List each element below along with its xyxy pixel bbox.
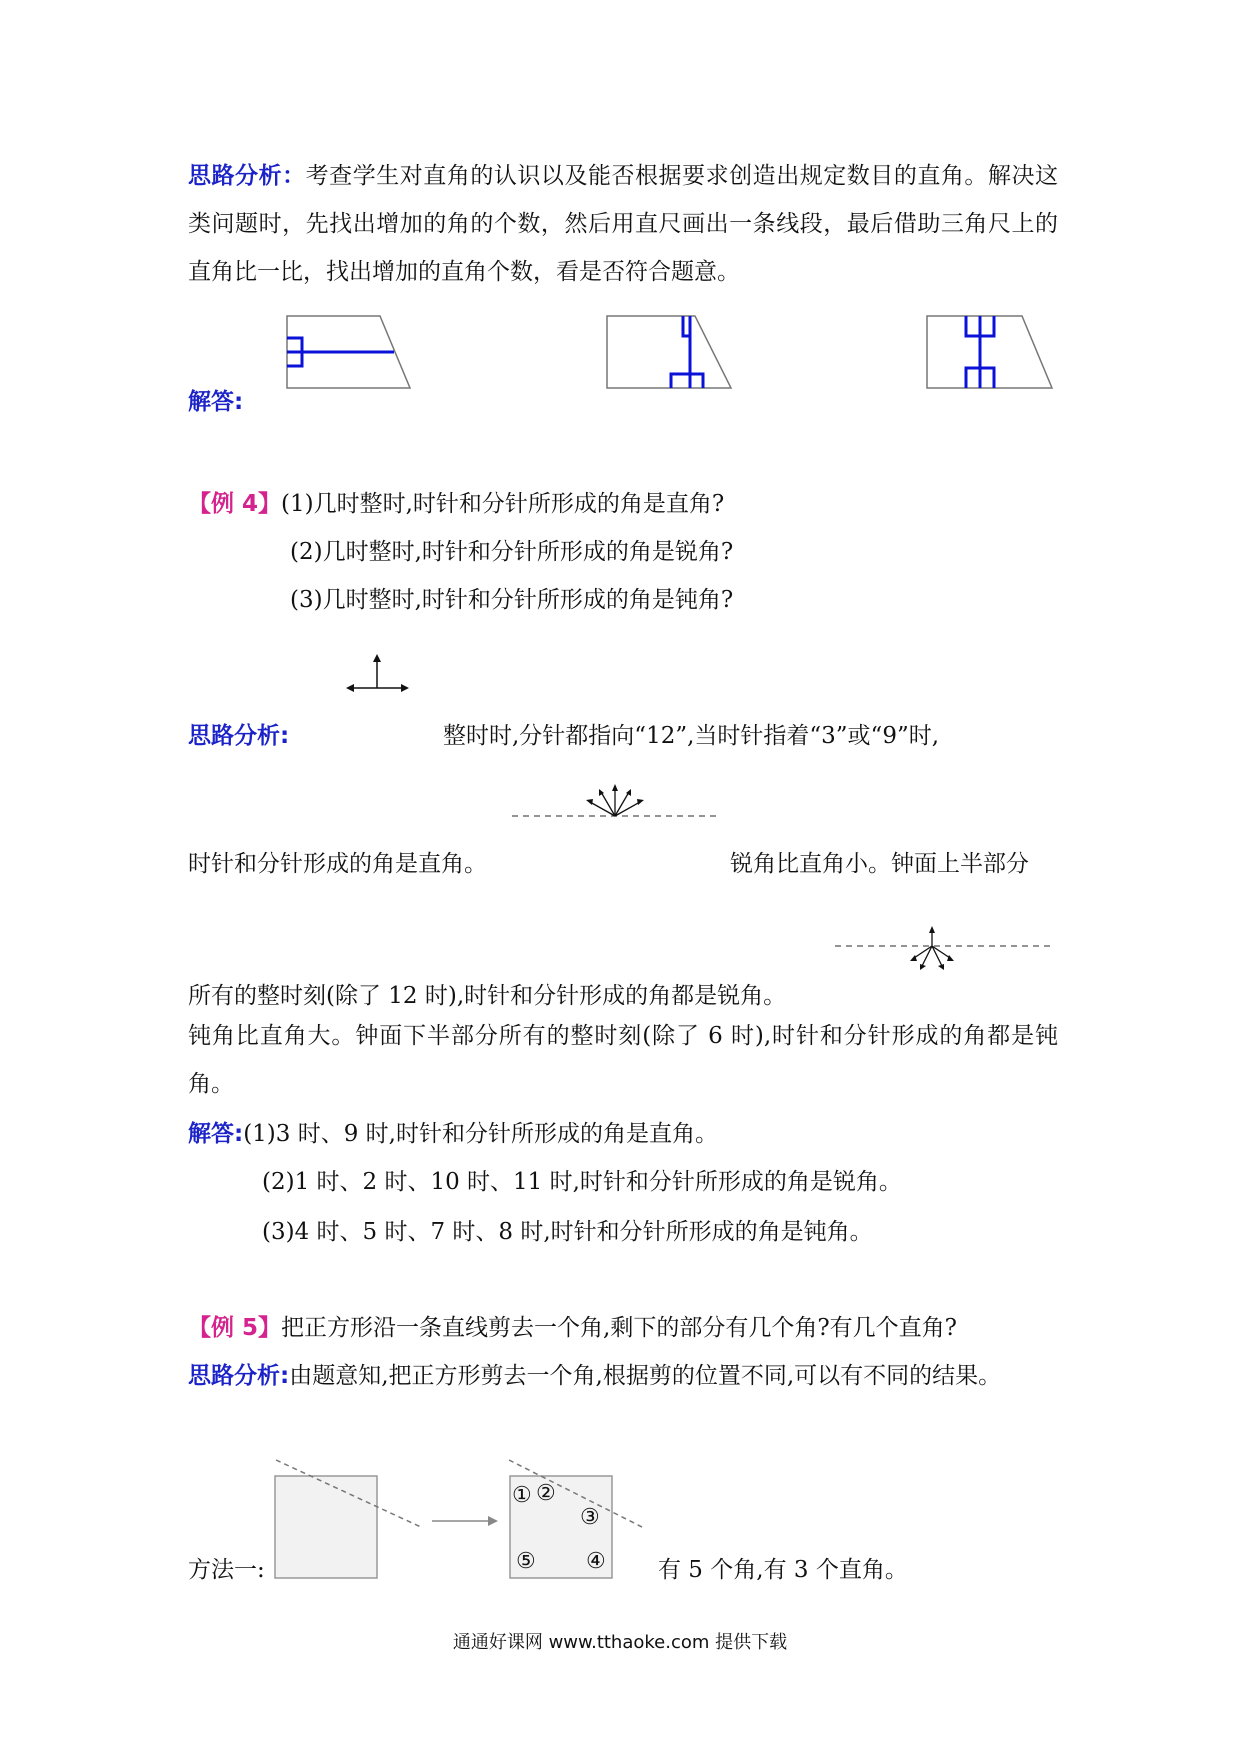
corner-label-4: ④ (586, 1549, 606, 1574)
example-4-analysis-line-2: 时针和分针形成的角是直角。 (188, 851, 487, 877)
corner-label-5: ⑤ (516, 1549, 536, 1574)
example-4-answer-label: 解答: (188, 1121, 244, 1147)
example-4-answer-2: (2)1 时、2 时、10 时、11 时,时针和分针所形成的角是锐角。 (262, 1169, 902, 1195)
example-5-question: 【例 5】把正方形沿一条直线剪去一个角,剩下的部分有几个角?有几个直角? (188, 1315, 957, 1341)
example-5-analysis: 思路分析:由题意知,把正方形剪去一个角,根据剪的位置不同,可以有不同的结果。 (188, 1363, 1002, 1389)
example-4-analysis-line-1: 整时时,分针都指向“12”,当时针指着“3”或“9”时, (443, 723, 940, 749)
example-4-question-2: (2)几时整时,时针和分针所形成的角是锐角? (290, 539, 734, 565)
answer-label: 解答: (188, 389, 244, 415)
example-5-result: 有 5 个角,有 3 个直角。 (658, 1557, 908, 1583)
example-4-analysis-line-5: 钝角比直角大。钟面下半部分所有的整时刻(除了 6 时),时针和分针形成的角都是钝角。 (188, 1023, 1058, 1097)
analysis-text: 考查学生对直角的认识以及能否根据要求创造出规定数目的直角。解决这类问题时，先找出增加的角的个数，然后用直尺画出一条线段，最后借助三角尺上的直角比一比，找出增加的直角个数，看是否符合题意。 (188, 163, 1059, 285)
corner-label-1: ① (512, 1483, 532, 1508)
example-4-analysis-line-4: 所有的整时刻(除了 12 时),时针和分针形成的角都是锐角。 (188, 983, 787, 1009)
footer-credit: 通通好课网 www.tthaoke.com 提供下载 (452, 1632, 788, 1653)
example-4-question-1: 【例 4】(1)几时整时,时针和分针所形成的角是直角? (188, 491, 725, 517)
corner-label-3: ③ (580, 1505, 600, 1530)
method-label: 方法一: (188, 1557, 265, 1583)
example-4-answer-1: 解答:(1)3 时、9 时,时针和分针所形成的角是直角。 (188, 1121, 718, 1147)
analysis-label: 思路分析： (188, 163, 306, 189)
corner-label-2: ② (536, 1481, 556, 1506)
example-4-question-3: (3)几时整时,时针和分针所形成的角是钝角? (290, 587, 734, 613)
example-4-answer-3: (3)4 时、5 时、7 时、8 时,时针和分针所形成的角是钝角。 (262, 1219, 873, 1245)
example-4-analysis-line-3: 锐角比直角小。钟面上半部分 (730, 851, 1029, 877)
example-4-tag: 【例 4】 (188, 491, 282, 517)
example-4-analysis-label: 思路分析: (188, 723, 290, 749)
example-5-tag: 【例 5】 (188, 1315, 282, 1341)
example-5-analysis-label: 思路分析: (188, 1363, 290, 1389)
